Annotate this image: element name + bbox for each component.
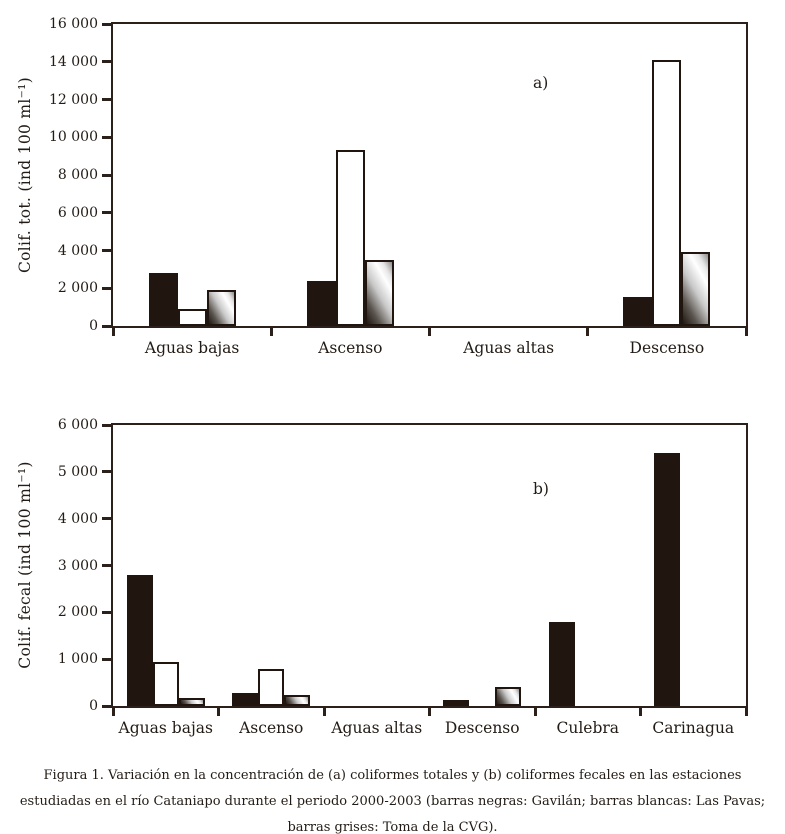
- figure-caption: [0, 763, 785, 834]
- y-tick-label: 12 000: [49, 91, 98, 108]
- bar-toma-de-la-cvg: [365, 260, 394, 326]
- x-category-label: Culebra: [556, 719, 620, 737]
- bar-toma-de-la-cvg: [207, 290, 236, 326]
- bar-las-pavas: [258, 669, 284, 706]
- y-tick-label: 1 000: [57, 651, 98, 668]
- panel-label-a: a): [533, 74, 549, 92]
- y-tick-label: 6 000: [57, 204, 98, 221]
- x-tick: [534, 708, 537, 716]
- bar-las-pavas: [153, 662, 179, 706]
- bar-las-pavas: [336, 150, 365, 326]
- x-category-label: Carinagua: [652, 719, 735, 737]
- x-category-label: Aguas bajas: [118, 719, 213, 737]
- x-category-label: Ascenso: [318, 339, 383, 357]
- caption-line: barras grises: Toma de la CVG).: [287, 820, 498, 834]
- y-tick: [102, 517, 111, 520]
- x-category-label: Aguas altas: [331, 719, 423, 737]
- y-tick: [102, 325, 111, 328]
- y-tick-label: 10 000: [49, 129, 98, 146]
- y-tick-label: 4 000: [57, 510, 98, 527]
- x-tick: [217, 708, 220, 716]
- x-category-label: Aguas altas: [463, 339, 555, 357]
- x-category-label: Descenso: [629, 339, 705, 357]
- y-tick: [102, 611, 111, 614]
- y-tick: [102, 658, 111, 661]
- panel-label-b: b): [533, 480, 549, 498]
- x-tick: [428, 708, 431, 716]
- x-tick: [745, 328, 748, 336]
- bar-toma-de-la-cvg: [179, 698, 205, 706]
- y-tick: [102, 249, 111, 252]
- x-category-label: Descenso: [444, 719, 520, 737]
- y-tick-label: 0: [89, 318, 98, 334]
- bar-gavilan: [232, 693, 258, 706]
- y-tick: [102, 211, 111, 214]
- x-tick: [745, 708, 748, 716]
- x-tick: [586, 328, 589, 336]
- bar-toma-de-la-cvg: [495, 687, 521, 706]
- y-tick: [102, 98, 111, 101]
- bar-gavilan: [623, 297, 652, 326]
- y-tick-label: 14 000: [49, 53, 98, 70]
- x-tick: [112, 328, 115, 336]
- x-category-label: Ascenso: [239, 719, 304, 737]
- plot-area: [57, 417, 748, 737]
- y-tick: [102, 60, 111, 63]
- y-tick: [102, 287, 111, 290]
- bar-gavilan: [549, 622, 575, 706]
- caption-line: estudiadas en el río Cataniapo durante el periodo 2000-2003 (barras negras: Gavilán; barras blancas: Las Pavas;: [19, 794, 766, 809]
- y-tick-label: 3 000: [57, 557, 98, 574]
- y-axis-title-b: Colif. fecal (ind 100 ml⁻¹): [16, 461, 34, 669]
- bar-gavilan: [443, 700, 469, 706]
- bar-gavilan: [307, 281, 336, 326]
- y-tick-label: 8 000: [57, 167, 98, 183]
- x-tick: [639, 708, 642, 716]
- y-tick: [102, 705, 111, 708]
- y-tick: [102, 23, 111, 26]
- x-category-label: Aguas bajas: [144, 339, 240, 357]
- caption-line: Figura 1. Variación en la concentración de (a) coliformes totales y (b) coliformes fecales en las estaciones: [43, 768, 742, 783]
- bar-gavilan: [149, 273, 178, 326]
- y-tick-label: 16 000: [49, 16, 98, 32]
- y-tick-label: 0: [89, 698, 98, 714]
- x-tick: [270, 328, 273, 336]
- y-tick-label: 5 000: [57, 463, 98, 480]
- bar-toma-de-la-cvg: [681, 252, 710, 326]
- y-tick-label: 2 000: [57, 280, 98, 297]
- bar-las-pavas: [178, 309, 207, 326]
- plot-area: [49, 16, 748, 357]
- y-tick: [102, 470, 111, 473]
- y-tick: [102, 564, 111, 567]
- bar-gavilan: [654, 453, 680, 706]
- y-tick-label: 2 000: [57, 604, 98, 621]
- bar-las-pavas: [652, 60, 681, 326]
- y-tick-label: 6 000: [57, 417, 98, 433]
- y-tick: [102, 174, 111, 177]
- bar-gavilan: [127, 575, 153, 706]
- y-tick: [102, 424, 111, 427]
- y-tick: [102, 136, 111, 139]
- y-axis-title-a: Colif. tot. (ind 100 ml⁻¹): [16, 76, 34, 274]
- x-tick: [428, 328, 431, 336]
- x-tick: [323, 708, 326, 716]
- bar-toma-de-la-cvg: [284, 695, 310, 706]
- x-tick: [112, 708, 115, 716]
- y-tick-label: 4 000: [57, 242, 98, 259]
